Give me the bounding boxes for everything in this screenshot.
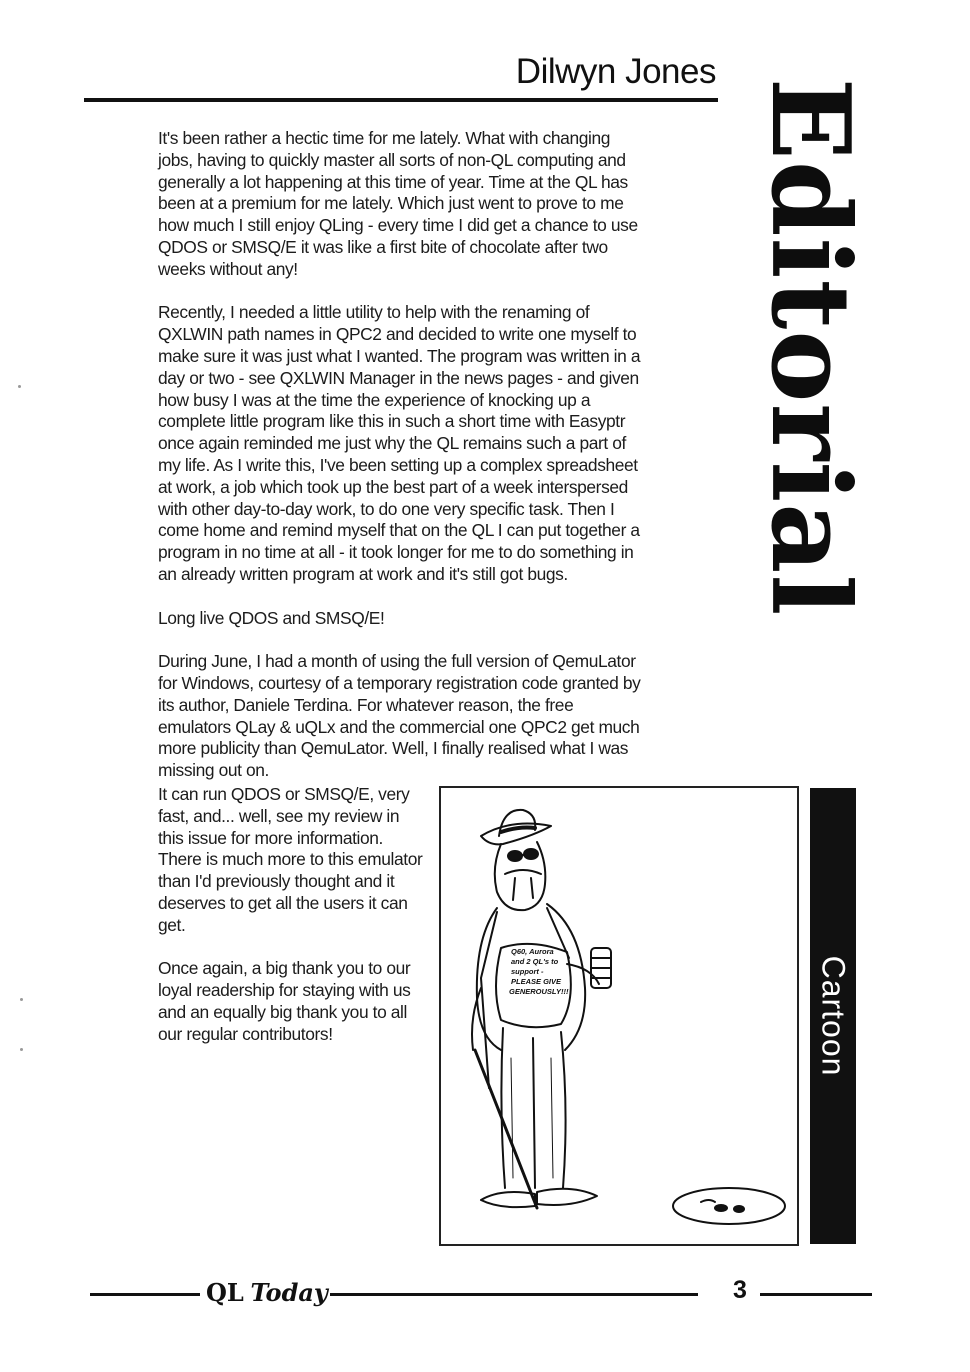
- cartoon-tab-label: Cartoon: [815, 955, 852, 1077]
- footer-rule: [90, 1293, 200, 1296]
- cartoon-section-tab: [810, 788, 856, 1244]
- cartoon-frame: [439, 786, 799, 1246]
- article-body: [158, 128, 648, 782]
- paragraph: Recently, I needed a little utility to help with the renaming of QXLWIN path names in QPC2 and decided to write one myself to make sure it was just what I wanted. The program was written in a day or two - see QXLWIN Manager in the news pages - and given how busy I was at the time the experience of knocking up a complete little program like this in such a short time with Easyptr once again reminded me just why the QL remains such a part of my life. As I write this, I've been setting up a complex spreadsheet at work, a job which took up the best part of a week interspersed with other day-to-day work, to do one very specific task. Then I come home and remind myself that on the QL I can put together a program in no time at all - it took longer for me to do something in an already written program at work and it's still got bugs.: [158, 302, 641, 584]
- page-number: 3: [733, 1276, 747, 1304]
- shirt-text-line: GENEROUSLY!!!: [509, 987, 569, 996]
- scan-speck: [20, 1048, 23, 1051]
- author-name: Dilwyn Jones: [515, 52, 716, 91]
- scan-speck: [20, 998, 23, 1001]
- shirt-text-line: Q60, Aurora: [511, 947, 554, 956]
- shirt-text-line: support -: [511, 967, 544, 976]
- magazine-name: [206, 1278, 328, 1308]
- article-body-narrow: [158, 784, 426, 1067]
- magazine-name-ql: QL: [206, 1278, 244, 1307]
- section-title: Editorial: [747, 77, 873, 617]
- magazine-name-today: Today: [250, 1278, 328, 1307]
- paragraph: It can run QDOS or SMSQ/E, very fast, and... well, see my review in this issue for more information. There is much more to this emulator than I'd previously thought and it deserves to get all the users it can get.: [158, 784, 423, 935]
- section-title-block: [747, 52, 873, 642]
- footer-rule: [330, 1293, 698, 1296]
- walrus-cartoon-illustration: [441, 788, 797, 1244]
- author-underline: [84, 98, 718, 102]
- scan-speck: [18, 385, 21, 388]
- paragraph: It's been rather a hectic time for me lately. What with changing jobs, having to quickly master all sorts of non-QL computing and generally a lot happening at this time of year. Time at the QL has been at a premium for me lately. Which just went to prove to me how much I still enjoy QLing - every time I did get a chance to use QDOS or SMSQ/E it was like a first bite of chocolate after two weeks without any!: [158, 128, 638, 279]
- shirt-text-line: PLEASE GIVE: [511, 977, 562, 986]
- paragraph: During June, I had a month of using the full version of QemuLator for Windows, courtesy of a temporary registration code granted by its author, Daniele Terdina. For whatever reason, the free emulators QLay & uQLx and the commercial one QPC2 get much more publicity than QemuLator. Well, I finally realised what I was missing out on.: [158, 651, 641, 781]
- footer-rule: [760, 1293, 872, 1296]
- shirt-text-line: and 2 QL's to: [511, 957, 559, 966]
- paragraph: Once again, a big thank you to our loyal readership for staying with us and an equally big thank you to all our regular contributors!: [158, 958, 411, 1044]
- paragraph: Long live QDOS and SMSQ/E!: [158, 607, 385, 628]
